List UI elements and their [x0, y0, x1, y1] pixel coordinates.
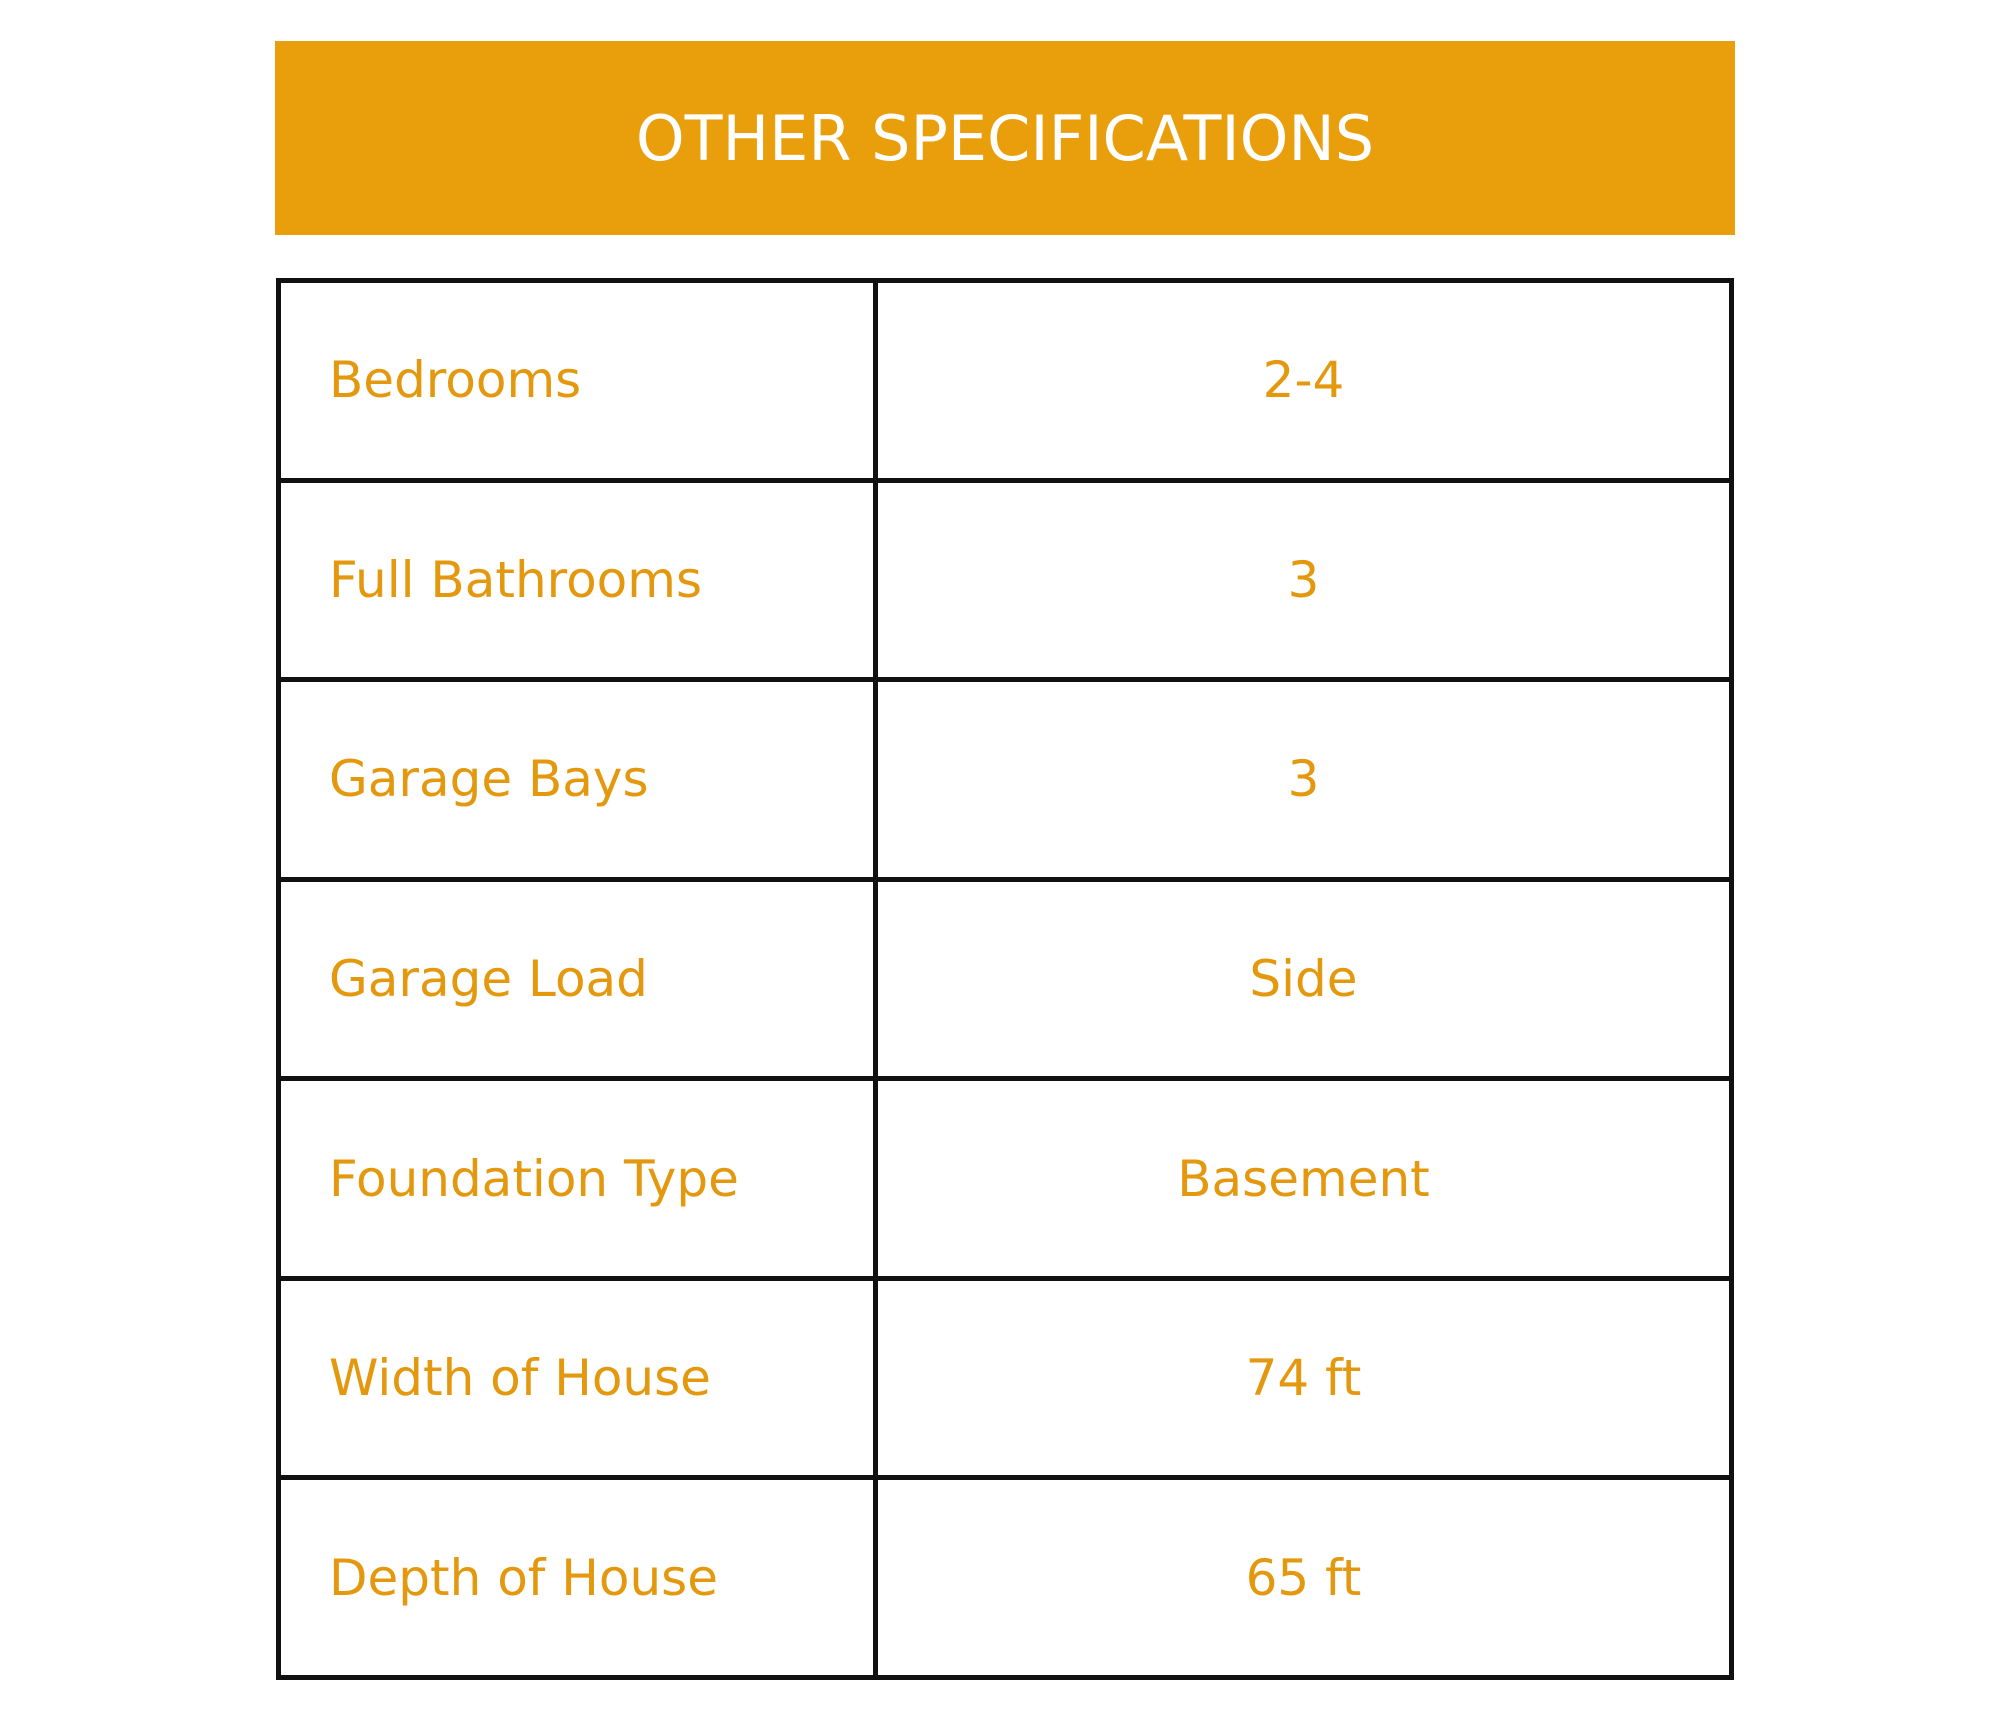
spec-label-depth-of-house: Depth of House	[279, 1478, 876, 1678]
table-row	[279, 1478, 1732, 1678]
table-row	[279, 480, 1732, 680]
spec-label-width-of-house: Width of House	[279, 1278, 876, 1478]
table-row	[279, 1278, 1732, 1478]
table-row	[279, 680, 1732, 880]
spec-value-full-bathrooms: 3	[876, 480, 1732, 680]
table-row	[279, 879, 1732, 1079]
spec-value-width-of-house: 74 ft	[876, 1278, 1732, 1478]
spec-value-garage-load: Side	[876, 879, 1732, 1079]
spec-label-garage-load: Garage Load	[279, 879, 876, 1079]
spec-label-bedrooms: Bedrooms	[279, 281, 876, 481]
spec-value-garage-bays: 3	[876, 680, 1732, 880]
header-banner	[275, 41, 1735, 235]
table-row	[279, 281, 1732, 481]
spec-label-garage-bays: Garage Bays	[279, 680, 876, 880]
page-title: OTHER SPECIFICATIONS	[635, 101, 1375, 175]
specifications-table	[276, 278, 1734, 1680]
spec-value-bedrooms: 2-4	[876, 281, 1732, 481]
spec-label-full-bathrooms: Full Bathrooms	[279, 480, 876, 680]
spec-label-foundation-type: Foundation Type	[279, 1079, 876, 1279]
spec-value-depth-of-house: 65 ft	[876, 1478, 1732, 1678]
spec-value-foundation-type: Basement	[876, 1079, 1732, 1279]
table-row	[279, 1079, 1732, 1279]
